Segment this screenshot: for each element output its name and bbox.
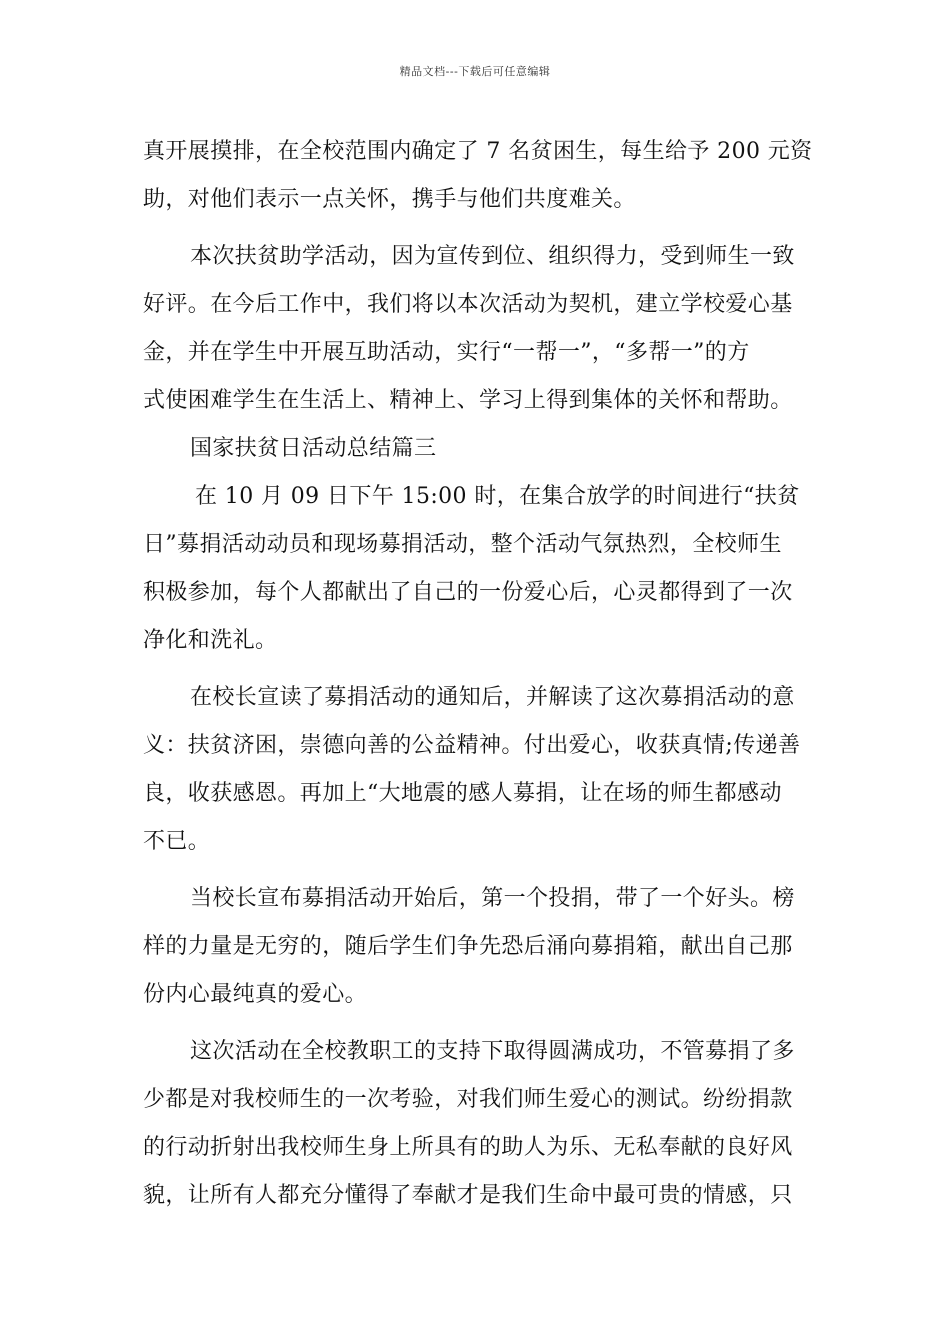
text-line: 积极参加，每个人都献出了自己的一份爱心后，心灵都得到了一次 xyxy=(143,580,793,605)
text-line: 净化和洗礼。 xyxy=(143,628,278,653)
text-line: 式使困难学生在生活上、精神上、学习上得到集体的关怀和帮助。 xyxy=(143,388,793,413)
section-heading: 国家扶贫日活动总结篇三 xyxy=(190,436,437,461)
text-line: 份内心最纯真的爱心。 xyxy=(143,982,368,1007)
paragraph-start-line: 本次扶贫助学活动，因为宣传到位、组织得力，受到师生一致 xyxy=(190,244,795,269)
text-line: 样的力量是无穷的，随后学生们争先恐后涌向募捐箱，献出自己那 xyxy=(143,934,793,959)
text-line: 义：扶贫济困，崇德向善的公益精神。付出爱心，收获真情;传递善 xyxy=(143,733,801,758)
text-line: 助，对他们表示一点关怀，携手与他们共度难关。 xyxy=(143,187,636,212)
paragraph-start-line: 在校长宣读了募捐活动的通知后，并解读了这次募捐活动的意 xyxy=(190,685,795,710)
page-header: 精品文档---下载后可任意编辑 xyxy=(399,65,551,78)
text-line: 的行动折射出我校师生身上所具有的助人为乐、无私奉献的良好风 xyxy=(143,1135,793,1160)
text-line: 少都是对我校师生的一次考验，对我们师生爱心的测试。纷纷捐款 xyxy=(143,1087,793,1112)
paragraph-start-line: 这次活动在全校教职工的支持下取得圆满成功，不管募捐了多 xyxy=(190,1039,795,1064)
text-line: 日”募捐活动动员和现场募捐活动，整个活动气氛热烈，全校师生 xyxy=(143,532,782,557)
paragraph-start-line: 当校长宣布募捐活动开始后，第一个投捐，带了一个好头。榜 xyxy=(190,886,795,911)
text-line: 真开展摸排，在全校范围内确定了 7 名贫困生，每生给予 200 元资 xyxy=(143,139,813,164)
paragraph-start-line: 在 10 月 09 日下午 15:00 时，在集合放学的时间进行“扶贫 xyxy=(195,484,800,509)
text-line: 貌，让所有人都充分懂得了奉献才是我们生命中最可贵的情感，只 xyxy=(143,1183,793,1208)
text-line: 不已。 xyxy=(143,829,211,854)
text-line: 好评。在今后工作中，我们将以本次活动为契机，建立学校爱心基 xyxy=(143,292,793,317)
document-body xyxy=(143,128,813,1220)
text-line: 金，并在学生中开展互助活动，实行“一帮一”，“多帮一”的方 xyxy=(143,340,750,365)
text-line: 良，收获感恩。再加上“大地震的感人募捐，让在场的师生都感动 xyxy=(143,781,782,806)
